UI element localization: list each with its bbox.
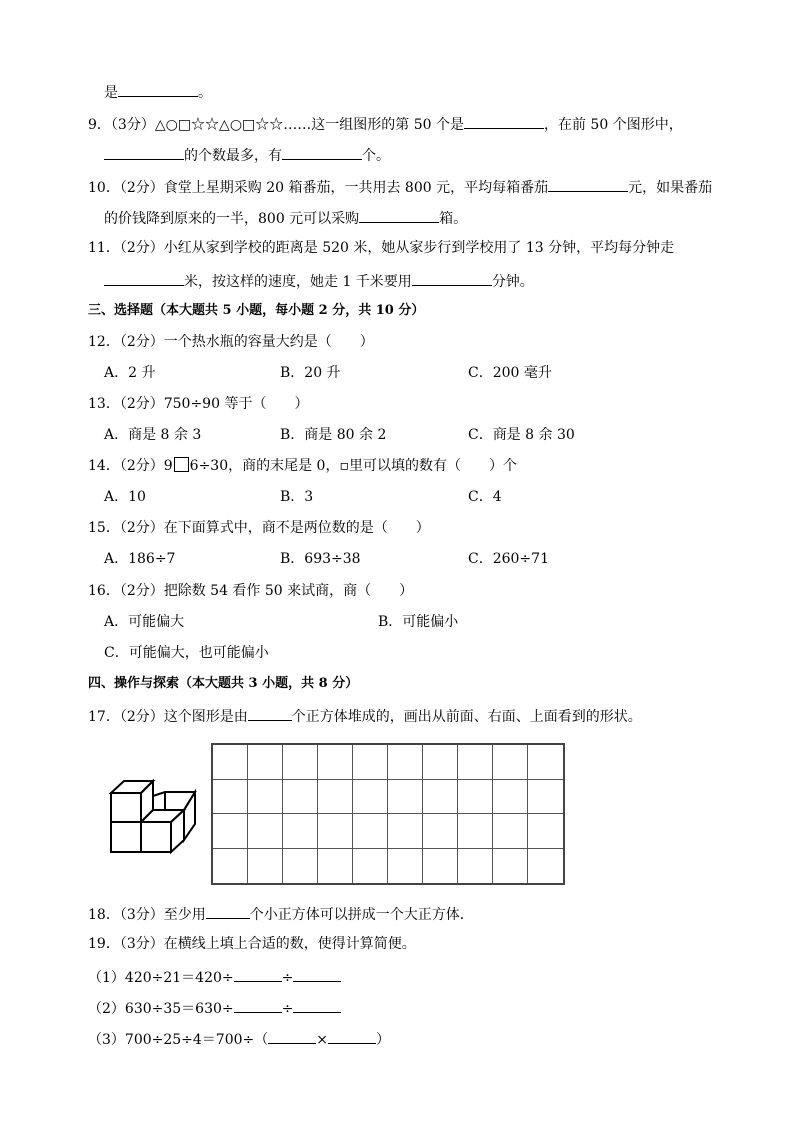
q14-box-icon: ▫ [339,458,349,474]
q19-part-2 [88,998,341,1018]
q16-stem: 16．（2分）把除数 54 看作 50 来试商，商（ ） [88,583,414,599]
q10-text: 的价钱降到原来的一半，800 元可以采购 [104,211,360,227]
q19-1-blank-1[interactable] [234,967,282,982]
q15-option-b[interactable]: B．693÷38 [280,551,361,567]
q8-prefix: 是 [104,85,118,101]
stacked-cubes-figure [105,770,205,856]
q9-text: △○□☆☆△○□☆☆……这一组图形的第 50 个是 [154,117,464,133]
q9-text: 个。 [362,148,390,164]
q11-line2 [104,271,534,291]
q19-stem: 19．（3分）在横线上填上合适的数，使得计算简便。 [88,936,416,952]
q19-operator: ÷ [281,1001,294,1017]
q19-part-1 [88,967,341,987]
q19-operator: × [316,1032,328,1048]
q10-score: （2分） [119,180,164,196]
q18-stem [88,904,474,924]
q10-text: 元，如果番茄 [628,180,713,196]
q10-blank-1[interactable] [548,177,628,192]
q15-option-c[interactable]: C．260÷71 [468,551,549,567]
q9-text: ，在前 50 个图形中， [543,117,683,133]
q17-text: 17．（2分）这个图形是由 [88,709,248,725]
q13-stem: 13．（2分）750÷90 等于（ ） [88,396,309,412]
q19-operator: ÷ [281,970,294,986]
q12-stem: 12．（2分）一个热水瓶的容量大约是（ ） [88,334,374,350]
q9-score: （3分） [110,117,155,133]
q11-text: 小红从家到学校的距离是 520 米，她从家步行到学校用了 13 分钟，平均每分钟走 [163,240,675,256]
q19-text: （2）630÷35＝630÷ [88,1001,234,1017]
q19-1-blank-2[interactable] [293,967,341,982]
q11-number: 11． [88,240,120,256]
section-4-heading: 四、操作与探索（本大题共 3 小题，共 8 分） [88,676,359,691]
q14-stem [88,457,517,475]
q10-text: 食堂上星期采购 20 箱番茄，一共用去 800 元，平均每箱番茄 [163,180,549,196]
q14-expr: 9 [163,458,173,474]
q14-digit-box[interactable] [174,457,189,472]
q13-option-c[interactable]: C．商是 8 余 30 [468,427,575,443]
q11-text: 米，按这样的速度，她走 1 千米要用 [184,274,412,290]
q10-text: 箱。 [439,211,468,227]
q14-option-a[interactable]: A．10 [104,489,146,505]
q19-2-blank-1[interactable] [234,998,282,1013]
q14-expr: 6÷30，商的末尾是 0， [189,458,340,474]
q14-option-c[interactable]: C．4 [468,489,502,505]
q19-paren: ） [376,1032,390,1048]
q17-stem [88,706,642,726]
q9-text: 的个数最多，有 [184,148,282,164]
q9-blank-3[interactable] [282,145,362,160]
q15-option-a[interactable]: A．186÷7 [104,551,176,567]
q14-option-b[interactable]: B．3 [280,489,314,505]
q8-suffix: 。 [198,85,212,101]
q8-answer-blank[interactable] [118,82,198,97]
q17-blank[interactable] [248,706,292,721]
q14-suffix: 里可以填的数有（ ）个 [348,458,517,474]
q8-tail [104,82,212,102]
q19-text: （1）420÷21＝420÷ [88,970,234,986]
q16-option-b[interactable]: B．可能偏小 [378,614,459,630]
q16-option-c[interactable]: C．可能偏大，也可能偏小 [104,645,269,661]
q10-blank-2[interactable] [359,208,439,223]
q12-option-b[interactable]: B．20 升 [280,365,341,381]
q9-number: 9． [88,117,111,133]
q12-option-a[interactable]: A．2 升 [104,365,156,381]
q18-text: 个小正方体可以拼成一个大正方体． [249,907,474,923]
q13-option-b[interactable]: B．商是 80 余 2 [280,427,387,443]
q19-text: （3）700÷25÷4＝700÷（ [88,1032,269,1048]
drawing-grid[interactable] [211,743,565,885]
q11-text: 分钟。 [491,274,534,290]
q19-part-3 [88,1029,390,1049]
q9-line1 [88,114,683,134]
q11-blank-2[interactable] [412,271,492,286]
q13-option-a[interactable]: A．商是 8 余 3 [104,427,202,443]
q10-line2 [104,208,467,228]
q9-blank-1[interactable] [464,114,544,129]
q10-line1 [88,177,712,197]
q19-3-blank-1[interactable] [268,1029,316,1044]
q18-blank[interactable] [206,904,250,919]
q19-3-blank-2[interactable] [328,1029,376,1044]
q14-prefix: 14．（2分） [88,458,164,474]
q19-2-blank-2[interactable] [293,998,341,1013]
section-3-heading: 三、选择题（本大题共 5 小题，每小题 2 分，共 10 分） [88,303,425,318]
q12-option-c[interactable]: C．200 毫升 [468,365,552,381]
q11-blank-1[interactable] [104,271,184,286]
q11-score: （2分） [119,240,164,256]
q9-blank-2[interactable] [104,145,184,160]
q9-line2 [104,145,390,165]
q15-stem: 15．（2分）在下面算式中，商不是两位数的是（ ） [88,520,430,536]
q10-number: 10． [88,180,120,196]
q11-line1 [88,239,674,257]
q16-option-a[interactable]: A．可能偏大 [104,614,185,630]
q18-text: 18．（3分）至少用 [88,907,206,923]
q17-text: 个正方体堆成的，画出从前面、右面、上面看到的形状。 [291,709,642,725]
